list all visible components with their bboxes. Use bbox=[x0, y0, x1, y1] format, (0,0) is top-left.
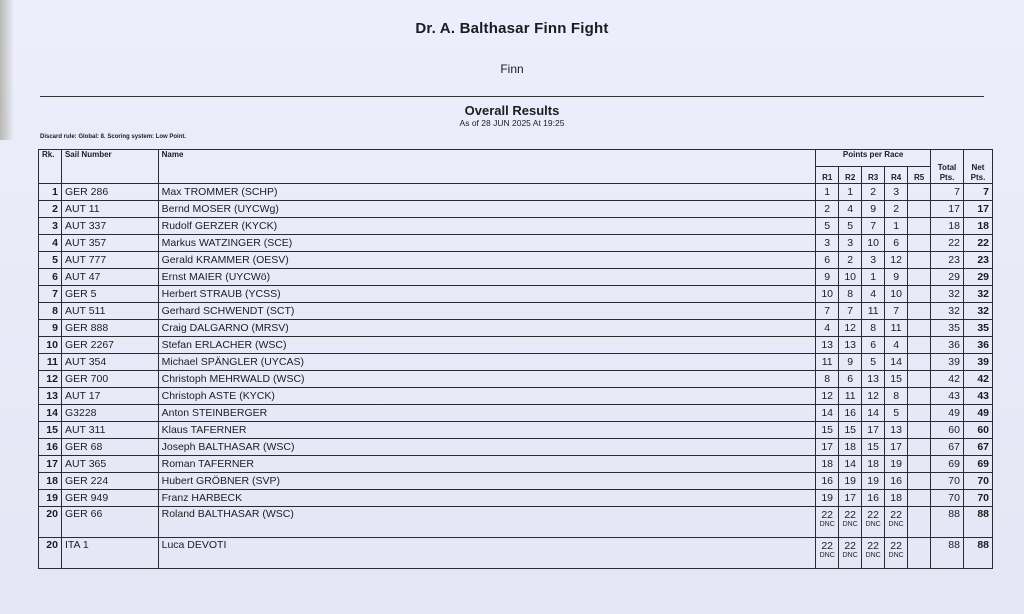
race-4-cell: 19 bbox=[885, 456, 908, 473]
race-2-cell: 1 bbox=[839, 184, 862, 201]
rank-cell: 4 bbox=[39, 235, 62, 252]
col-net-pts: Net Pts. bbox=[963, 150, 992, 184]
col-r5: R5 bbox=[908, 167, 931, 184]
name-cell: Ernst MAIER (UYCWö) bbox=[158, 269, 816, 286]
race-5-cell bbox=[908, 252, 931, 269]
table-row bbox=[39, 507, 993, 538]
rank-cell: 11 bbox=[39, 354, 62, 371]
race-2-cell: 13 bbox=[839, 337, 862, 354]
race-1-cell: 4 bbox=[816, 320, 839, 337]
header-divider bbox=[40, 96, 984, 97]
table-row bbox=[39, 303, 993, 320]
race-2-cell: 18 bbox=[839, 439, 862, 456]
race-3-cell: 17 bbox=[862, 422, 885, 439]
rank-cell: 17 bbox=[39, 456, 62, 473]
race-1-cell: 9 bbox=[816, 269, 839, 286]
sail-number-cell: AUT 357 bbox=[61, 235, 158, 252]
table-row bbox=[39, 320, 993, 337]
race-1-cell: 11 bbox=[816, 354, 839, 371]
table-row bbox=[39, 218, 993, 235]
race-4-cell: 14 bbox=[885, 354, 908, 371]
race-5-cell bbox=[908, 388, 931, 405]
total-points-cell: 88 bbox=[931, 538, 964, 569]
col-sail-number: Sail Number bbox=[61, 150, 158, 184]
rank-cell: 5 bbox=[39, 252, 62, 269]
sail-number-cell: GER 888 bbox=[61, 320, 158, 337]
race-3-cell: 22 DNC bbox=[862, 507, 885, 538]
sail-number-cell: AUT 365 bbox=[61, 456, 158, 473]
race-3-cell: 6 bbox=[862, 337, 885, 354]
rank-cell: 8 bbox=[39, 303, 62, 320]
race-2-cell: 5 bbox=[839, 218, 862, 235]
race-2-cell: 3 bbox=[839, 235, 862, 252]
name-cell: Craig DALGARNO (MRSV) bbox=[158, 320, 816, 337]
race-1-cell: 13 bbox=[816, 337, 839, 354]
table-row bbox=[39, 456, 993, 473]
total-points-cell: 42 bbox=[931, 371, 964, 388]
table-row bbox=[39, 490, 993, 507]
col-rank: Rk. bbox=[39, 150, 62, 184]
net-points-cell: 42 bbox=[963, 371, 992, 388]
race-5-cell bbox=[908, 320, 931, 337]
net-points-cell: 67 bbox=[963, 439, 992, 456]
rank-cell: 10 bbox=[39, 337, 62, 354]
race-4-cell: 1 bbox=[885, 218, 908, 235]
name-cell: Gerhard SCHWENDT (SCT) bbox=[158, 303, 816, 320]
race-1-cell: 1 bbox=[816, 184, 839, 201]
total-points-cell: 88 bbox=[931, 507, 964, 538]
race-5-cell bbox=[908, 439, 931, 456]
table-row bbox=[39, 371, 993, 388]
name-cell: Max TROMMER (SCHP) bbox=[158, 184, 816, 201]
race-5-cell bbox=[908, 405, 931, 422]
table-row bbox=[39, 286, 993, 303]
total-points-cell: 17 bbox=[931, 201, 964, 218]
rank-cell: 2 bbox=[39, 201, 62, 218]
race-1-cell: 19 bbox=[816, 490, 839, 507]
table-row bbox=[39, 184, 993, 201]
race-2-cell: 2 bbox=[839, 252, 862, 269]
sail-number-cell: GER 68 bbox=[61, 439, 158, 456]
race-4-cell: 6 bbox=[885, 235, 908, 252]
net-points-cell: 43 bbox=[963, 388, 992, 405]
race-2-cell: 14 bbox=[839, 456, 862, 473]
total-points-cell: 36 bbox=[931, 337, 964, 354]
race-5-cell bbox=[908, 473, 931, 490]
race-3-cell: 9 bbox=[862, 201, 885, 218]
net-points-cell: 7 bbox=[963, 184, 992, 201]
race-1-cell: 18 bbox=[816, 456, 839, 473]
race-1-cell: 22 DNC bbox=[816, 538, 839, 569]
results-body bbox=[39, 184, 993, 569]
race-5-cell bbox=[908, 507, 931, 538]
sail-number-cell: AUT 337 bbox=[61, 218, 158, 235]
race-1-cell: 6 bbox=[816, 252, 839, 269]
name-cell: Roland BALTHASAR (WSC) bbox=[158, 507, 816, 538]
race-2-cell: 6 bbox=[839, 371, 862, 388]
race-2-cell: 9 bbox=[839, 354, 862, 371]
race-2-cell: 7 bbox=[839, 303, 862, 320]
net-points-cell: 32 bbox=[963, 286, 992, 303]
race-4-cell: 7 bbox=[885, 303, 908, 320]
race-5-cell bbox=[908, 218, 931, 235]
rank-cell: 20 bbox=[39, 507, 62, 538]
sail-number-cell: ITA 1 bbox=[61, 538, 158, 569]
net-points-cell: 32 bbox=[963, 303, 992, 320]
table-row bbox=[39, 439, 993, 456]
race-4-cell: 10 bbox=[885, 286, 908, 303]
sail-number-cell: GER 224 bbox=[61, 473, 158, 490]
sail-number-cell: AUT 47 bbox=[61, 269, 158, 286]
race-4-cell: 2 bbox=[885, 201, 908, 218]
race-2-cell: 17 bbox=[839, 490, 862, 507]
sail-number-cell: AUT 777 bbox=[61, 252, 158, 269]
race-5-cell bbox=[908, 490, 931, 507]
table-row bbox=[39, 201, 993, 218]
race-1-cell: 7 bbox=[816, 303, 839, 320]
race-1-cell: 2 bbox=[816, 201, 839, 218]
race-4-cell: 13 bbox=[885, 422, 908, 439]
name-cell: Michael SPÄNGLER (UYCAS) bbox=[158, 354, 816, 371]
race-5-cell bbox=[908, 286, 931, 303]
race-3-cell: 3 bbox=[862, 252, 885, 269]
table-row bbox=[39, 337, 993, 354]
col-points-per-race: Points per Race bbox=[816, 150, 931, 167]
total-points-cell: 70 bbox=[931, 473, 964, 490]
race-5-cell bbox=[908, 371, 931, 388]
race-3-cell: 12 bbox=[862, 388, 885, 405]
net-points-cell: 60 bbox=[963, 422, 992, 439]
race-1-cell: 5 bbox=[816, 218, 839, 235]
col-r4: R4 bbox=[885, 167, 908, 184]
name-cell: Luca DEVOTI bbox=[158, 538, 816, 569]
table-row bbox=[39, 422, 993, 439]
race-4-cell: 3 bbox=[885, 184, 908, 201]
race-4-cell: 18 bbox=[885, 490, 908, 507]
race-5-cell bbox=[908, 303, 931, 320]
total-points-cell: 18 bbox=[931, 218, 964, 235]
race-5-cell bbox=[908, 184, 931, 201]
race-3-cell: 10 bbox=[862, 235, 885, 252]
rank-cell: 20 bbox=[39, 538, 62, 569]
race-3-cell: 18 bbox=[862, 456, 885, 473]
race-2-cell: 15 bbox=[839, 422, 862, 439]
net-points-cell: 18 bbox=[963, 218, 992, 235]
total-points-cell: 60 bbox=[931, 422, 964, 439]
race-5-cell bbox=[908, 422, 931, 439]
race-5-cell bbox=[908, 354, 931, 371]
rank-cell: 15 bbox=[39, 422, 62, 439]
table-row bbox=[39, 538, 993, 569]
race-4-cell: 4 bbox=[885, 337, 908, 354]
race-3-cell: 11 bbox=[862, 303, 885, 320]
race-3-cell: 8 bbox=[862, 320, 885, 337]
rank-cell: 19 bbox=[39, 490, 62, 507]
name-cell: Gerald KRAMMER (OESV) bbox=[158, 252, 816, 269]
sail-number-cell: AUT 311 bbox=[61, 422, 158, 439]
penalty-code: DNC bbox=[865, 552, 881, 559]
net-points-cell: 88 bbox=[963, 507, 992, 538]
race-2-cell: 4 bbox=[839, 201, 862, 218]
total-points-cell: 35 bbox=[931, 320, 964, 337]
name-cell: Hubert GRÖBNER (SVP) bbox=[158, 473, 816, 490]
rank-cell: 12 bbox=[39, 371, 62, 388]
race-2-cell: 22 DNC bbox=[839, 507, 862, 538]
total-points-cell: 7 bbox=[931, 184, 964, 201]
race-2-cell: 22 DNC bbox=[839, 538, 862, 569]
name-cell: Christoph MEHRWALD (WSC) bbox=[158, 371, 816, 388]
race-2-cell: 19 bbox=[839, 473, 862, 490]
net-points-cell: 69 bbox=[963, 456, 992, 473]
sail-number-cell: GER 286 bbox=[61, 184, 158, 201]
table-row bbox=[39, 354, 993, 371]
name-cell: Joseph BALTHASAR (WSC) bbox=[158, 439, 816, 456]
net-points-cell: 88 bbox=[963, 538, 992, 569]
race-3-cell: 15 bbox=[862, 439, 885, 456]
rank-cell: 16 bbox=[39, 439, 62, 456]
rank-cell: 3 bbox=[39, 218, 62, 235]
rank-cell: 9 bbox=[39, 320, 62, 337]
event-title: Dr. A. Balthasar Finn Fight bbox=[415, 20, 609, 37]
penalty-code: DNC bbox=[819, 521, 835, 528]
penalty-code: DNC bbox=[888, 521, 904, 528]
race-1-cell: 17 bbox=[816, 439, 839, 456]
net-points-cell: 23 bbox=[963, 252, 992, 269]
total-points-cell: 70 bbox=[931, 490, 964, 507]
col-r1: R1 bbox=[816, 167, 839, 184]
total-points-cell: 69 bbox=[931, 456, 964, 473]
race-4-cell: 22 DNC bbox=[885, 538, 908, 569]
name-cell: Stefan ERLACHER (WSC) bbox=[158, 337, 816, 354]
sail-number-cell: AUT 11 bbox=[61, 201, 158, 218]
name-cell: Klaus TAFERNER bbox=[158, 422, 816, 439]
sail-number-cell: AUT 511 bbox=[61, 303, 158, 320]
penalty-code: DNC bbox=[865, 521, 881, 528]
race-5-cell bbox=[908, 538, 931, 569]
race-3-cell: 19 bbox=[862, 473, 885, 490]
total-points-cell: 39 bbox=[931, 354, 964, 371]
table-row bbox=[39, 235, 993, 252]
race-1-cell: 22 DNC bbox=[816, 507, 839, 538]
name-cell: Christoph ASTE (KYCK) bbox=[158, 388, 816, 405]
rank-cell: 6 bbox=[39, 269, 62, 286]
results-table bbox=[38, 149, 993, 569]
penalty-code: DNC bbox=[819, 552, 835, 559]
race-4-cell: 11 bbox=[885, 320, 908, 337]
sail-number-cell: GER 700 bbox=[61, 371, 158, 388]
race-1-cell: 16 bbox=[816, 473, 839, 490]
race-3-cell: 5 bbox=[862, 354, 885, 371]
race-1-cell: 10 bbox=[816, 286, 839, 303]
race-5-cell bbox=[908, 235, 931, 252]
table-row bbox=[39, 405, 993, 422]
net-points-cell: 36 bbox=[963, 337, 992, 354]
name-cell: Markus WATZINGER (SCE) bbox=[158, 235, 816, 252]
net-points-cell: 49 bbox=[963, 405, 992, 422]
net-points-cell: 17 bbox=[963, 201, 992, 218]
col-total-pts: Total Pts. bbox=[931, 150, 964, 184]
race-4-cell: 5 bbox=[885, 405, 908, 422]
rank-cell: 1 bbox=[39, 184, 62, 201]
rank-cell: 14 bbox=[39, 405, 62, 422]
class-name: Finn bbox=[500, 62, 524, 76]
race-5-cell bbox=[908, 269, 931, 286]
race-1-cell: 14 bbox=[816, 405, 839, 422]
race-3-cell: 22 DNC bbox=[862, 538, 885, 569]
sail-number-cell: GER 5 bbox=[61, 286, 158, 303]
discard-rule: Discard rule: Global: 8. Scoring system: Low Point. bbox=[40, 134, 187, 140]
race-3-cell: 1 bbox=[862, 269, 885, 286]
race-3-cell: 14 bbox=[862, 405, 885, 422]
net-points-cell: 22 bbox=[963, 235, 992, 252]
race-4-cell: 16 bbox=[885, 473, 908, 490]
race-4-cell: 15 bbox=[885, 371, 908, 388]
results-heading: Overall Results bbox=[464, 103, 560, 118]
net-points-cell: 35 bbox=[963, 320, 992, 337]
penalty-code: DNC bbox=[842, 552, 858, 559]
net-points-cell: 70 bbox=[963, 473, 992, 490]
total-points-cell: 32 bbox=[931, 303, 964, 320]
race-3-cell: 7 bbox=[862, 218, 885, 235]
name-cell: Anton STEINBERGER bbox=[158, 405, 816, 422]
race-5-cell bbox=[908, 456, 931, 473]
race-4-cell: 22 DNC bbox=[885, 507, 908, 538]
net-points-cell: 70 bbox=[963, 490, 992, 507]
rank-cell: 13 bbox=[39, 388, 62, 405]
table-row bbox=[39, 473, 993, 490]
race-5-cell bbox=[908, 201, 931, 218]
sail-number-cell: AUT 17 bbox=[61, 388, 158, 405]
name-cell: Rudolf GERZER (KYCK) bbox=[158, 218, 816, 235]
sail-number-cell: AUT 354 bbox=[61, 354, 158, 371]
total-points-cell: 49 bbox=[931, 405, 964, 422]
name-cell: Franz HARBECK bbox=[158, 490, 816, 507]
rank-cell: 7 bbox=[39, 286, 62, 303]
race-1-cell: 8 bbox=[816, 371, 839, 388]
name-cell: Bernd MOSER (UYCWg) bbox=[158, 201, 816, 218]
race-4-cell: 8 bbox=[885, 388, 908, 405]
race-2-cell: 8 bbox=[839, 286, 862, 303]
table-row bbox=[39, 269, 993, 286]
table-row bbox=[39, 388, 993, 405]
race-2-cell: 16 bbox=[839, 405, 862, 422]
total-points-cell: 32 bbox=[931, 286, 964, 303]
name-cell: Herbert STRAUB (YCSS) bbox=[158, 286, 816, 303]
table-row bbox=[39, 252, 993, 269]
race-5-cell bbox=[908, 337, 931, 354]
rank-cell: 18 bbox=[39, 473, 62, 490]
col-r3: R3 bbox=[862, 167, 885, 184]
penalty-code: DNC bbox=[842, 521, 858, 528]
as-of-timestamp: As of 28 JUN 2025 At 19:25 bbox=[459, 118, 565, 128]
penalty-code: DNC bbox=[888, 552, 904, 559]
sail-number-cell: G3228 bbox=[61, 405, 158, 422]
total-points-cell: 29 bbox=[931, 269, 964, 286]
race-3-cell: 13 bbox=[862, 371, 885, 388]
col-name: Name bbox=[158, 150, 816, 184]
net-points-cell: 29 bbox=[963, 269, 992, 286]
race-3-cell: 4 bbox=[862, 286, 885, 303]
race-4-cell: 12 bbox=[885, 252, 908, 269]
net-points-cell: 39 bbox=[963, 354, 992, 371]
race-2-cell: 11 bbox=[839, 388, 862, 405]
col-r2: R2 bbox=[839, 167, 862, 184]
sail-number-cell: GER 66 bbox=[61, 507, 158, 538]
race-2-cell: 12 bbox=[839, 320, 862, 337]
sail-number-cell: GER 949 bbox=[61, 490, 158, 507]
total-points-cell: 67 bbox=[931, 439, 964, 456]
race-4-cell: 9 bbox=[885, 269, 908, 286]
race-1-cell: 3 bbox=[816, 235, 839, 252]
race-1-cell: 12 bbox=[816, 388, 839, 405]
total-points-cell: 43 bbox=[931, 388, 964, 405]
race-1-cell: 15 bbox=[816, 422, 839, 439]
race-2-cell: 10 bbox=[839, 269, 862, 286]
race-3-cell: 2 bbox=[862, 184, 885, 201]
race-3-cell: 16 bbox=[862, 490, 885, 507]
sail-number-cell: GER 2267 bbox=[61, 337, 158, 354]
total-points-cell: 23 bbox=[931, 252, 964, 269]
total-points-cell: 22 bbox=[931, 235, 964, 252]
name-cell: Roman TAFERNER bbox=[158, 456, 816, 473]
race-4-cell: 17 bbox=[885, 439, 908, 456]
